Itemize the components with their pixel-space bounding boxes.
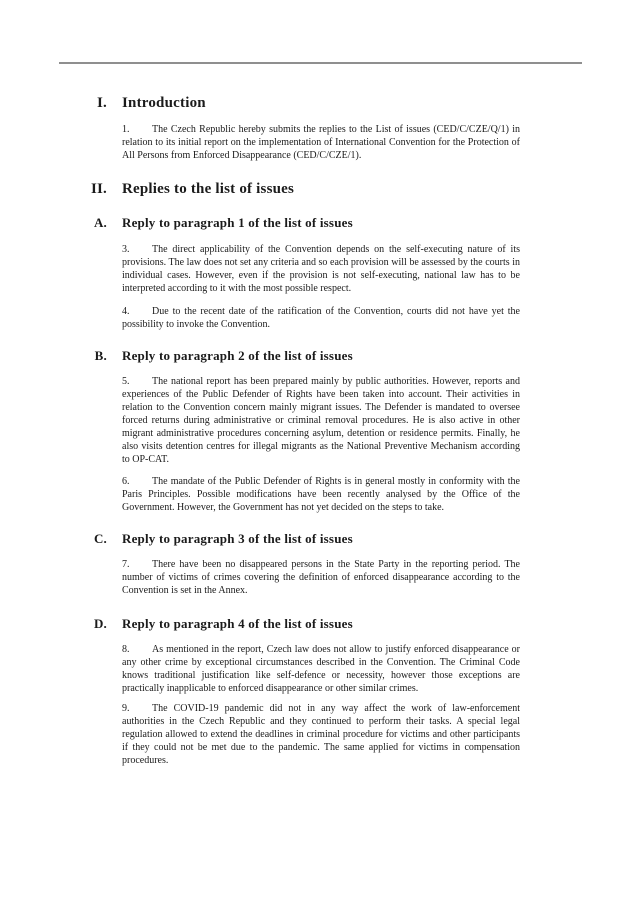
section-title: Replies to the list of issues xyxy=(122,181,295,197)
paragraph-number: 6. xyxy=(122,476,130,487)
paragraph-text: There have been no disappeared persons in the State Party in the reporting period. The number of victims of crimes covering the definition of enforced disappearance according to the Convention is set in the Annex. xyxy=(122,559,520,596)
section-heading-replies xyxy=(90,181,520,198)
document-content xyxy=(90,64,520,767)
subsection-letter: A. xyxy=(93,215,107,230)
paragraph-4 xyxy=(122,305,520,331)
subsection-heading-b xyxy=(94,348,520,363)
subsection-heading-c xyxy=(93,531,520,546)
section-number: I. xyxy=(97,95,107,111)
paragraph-text: The Czech Republic hereby submits the replies to the List of issues (CED/C/CZE/Q/1) in relation to its initial report on the implementation of International Convention for the Protection of All Persons from Enforced Disappearance (CED/C/CZE/1). xyxy=(122,124,520,161)
subsection-letter: B. xyxy=(94,348,107,363)
paragraph-number: 3. xyxy=(122,244,130,255)
subsection-heading-a xyxy=(93,215,520,230)
paragraph-3 xyxy=(122,243,520,295)
section-heading-introduction xyxy=(97,95,520,112)
paragraph-text: The national report has been prepared mainly by public authorities. However, reports and experiences of the Public Defender of Rights have been taken into account. Their activities in relation to the Convention concern mainly migrant issues. The Defender is mandated to oversee forced returns during administrative or criminal removal procedures. He is also active in other migrant administrative procedures concerning asylum, detention or residence permits. Finally, he also visits detention centres for illegal migrants as the National Preventive Mechanism according to OP-CAT. xyxy=(122,376,520,465)
subsection-title: Reply to paragraph 4 of the list of issues xyxy=(122,616,353,631)
paragraph-1 xyxy=(122,123,520,162)
paragraph-9 xyxy=(122,702,520,767)
paragraph-7 xyxy=(122,558,520,597)
paragraph-number: 4. xyxy=(122,306,130,317)
paragraph-number: 9. xyxy=(122,703,130,714)
paragraph-6 xyxy=(122,475,520,514)
subsection-title: Reply to paragraph 2 of the list of issues xyxy=(122,348,353,363)
subsection-title: Reply to paragraph 3 of the list of issues xyxy=(122,531,353,546)
paragraph-number: 7. xyxy=(122,559,130,570)
section-number: II. xyxy=(90,181,107,197)
subsection-letter: C. xyxy=(93,531,107,546)
paragraph-text: The COVID-19 pandemic did not in any way affect the work of law-enforcement authorities in the Czech Republic and they continued to perform their tasks. A special legal regulation allowed to extend the deadlines in criminal procedure for victims and other participants if they could not be met due to the pandemic. The same applied for victims in compensation procedures. xyxy=(122,703,520,766)
paragraph-text: The direct applicability of the Convention depends on the self-executing nature of its provisions. The law does not set any criteria and so each provision will be assessed by the courts in individual cases. However, even if the provision is not self-executing, national law has to be interpreted according to it with the most possible respect. xyxy=(122,244,520,294)
paragraph-8 xyxy=(122,643,520,695)
paragraph-number: 8. xyxy=(122,644,130,655)
section-title: Introduction xyxy=(122,95,206,111)
subsection-title: Reply to paragraph 1 of the list of issues xyxy=(122,215,353,230)
paragraph-text: The mandate of the Public Defender of Rights is in general mostly in conformity with the Paris Principles. Possible modifications have been recently analysed by the Office of the Government. However, the Government has not yet decided on the steps to take. xyxy=(122,476,520,513)
paragraph-text: As mentioned in the report, Czech law does not allow to justify enforced disappearance or any other crime by exceptional circumstances described in the Convention. The Criminal Code knows traditional justification like self-defence or necessity, however those exceptions are practically inapplicable to enforced disappearance or other similar crimes. xyxy=(122,644,520,694)
paragraph-text: Due to the recent date of the ratification of the Convention, courts did not have yet the possibility to invoke the Convention. xyxy=(122,306,520,330)
paragraph-number: 1. xyxy=(122,124,130,135)
paragraph-number: 5. xyxy=(122,376,130,387)
subsection-heading-d xyxy=(93,616,520,631)
subsection-letter: D. xyxy=(93,616,107,631)
paragraph-5 xyxy=(122,375,520,466)
